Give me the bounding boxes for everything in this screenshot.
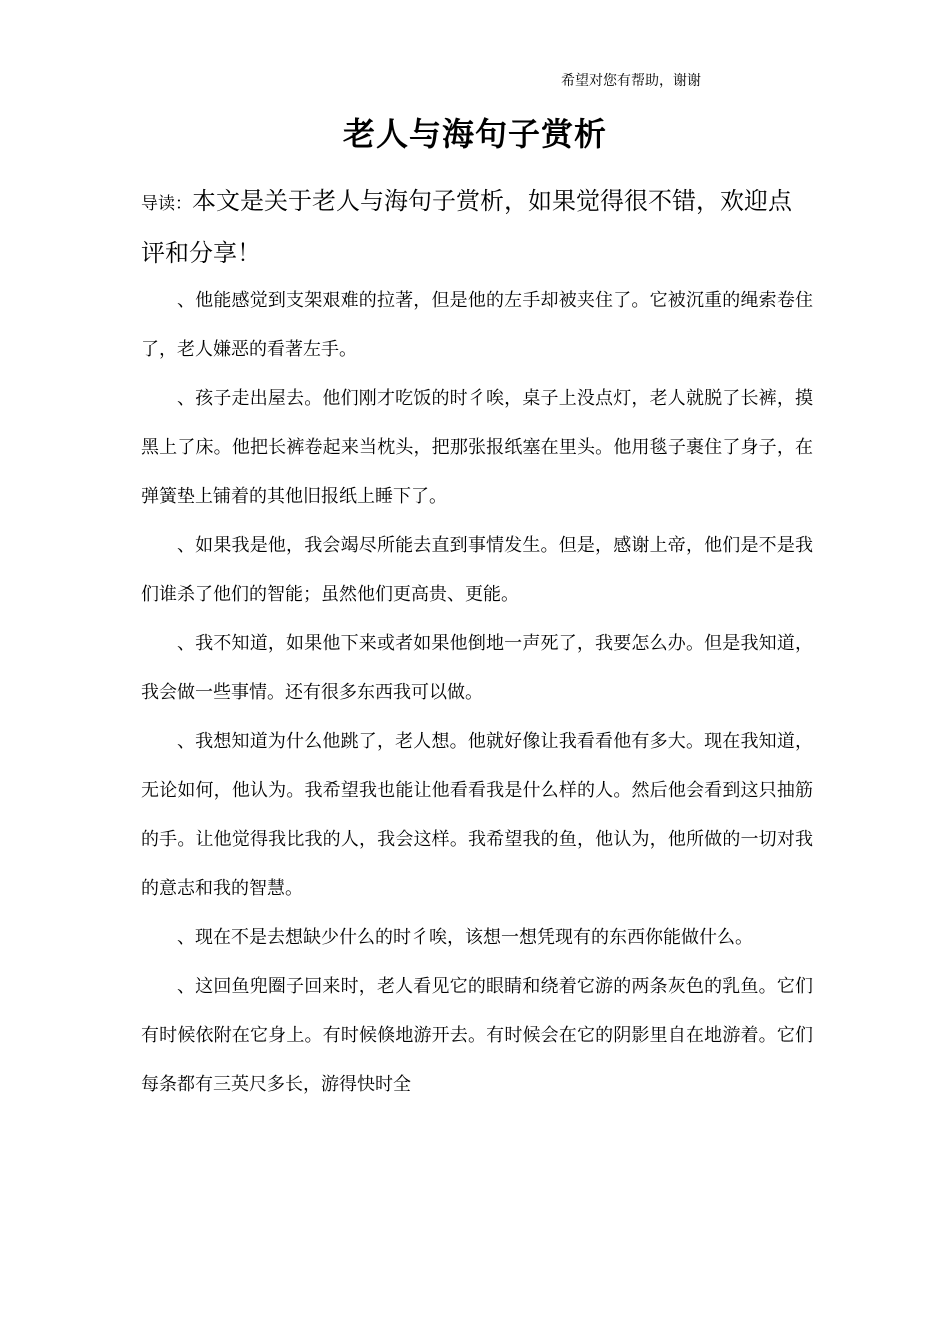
body-text xyxy=(141,276,813,1109)
document-title: 老人与海句子赏析 xyxy=(342,115,607,153)
paragraph: 、我想知道为什么他跳了，老人想。他就好像让我看看他有多大。现在我知道，无论如何，他认为。我希望我也能让他看看我是什么样的人。然后他会看到这只抽筋的手。让他觉得我比我的人，我会这样。我希望我的鱼，他认为，他所做的一切对我的意志和我的智慧。 xyxy=(141,731,813,899)
paragraph: 、这回鱼兜圈子回来时，老人看见它的眼睛和绕着它游的两条灰色的乳鱼。它们有时候依附在它身上。有时候倏地游开去。有时候会在它的阴影里自在地游着。它们每条都有三英尺多长，游得快时全 xyxy=(141,976,813,1095)
intro-text: 本文是关于老人与海句子赏析，如果觉得很不错，欢迎点评和分享！ xyxy=(141,187,792,267)
paragraph: 、现在不是去想缺少什么的时彳唉，该想一想凭现有的东西你能做什么。 xyxy=(177,927,753,948)
paragraph: 、他能感觉到支架艰难的拉著，但是他的左手却被夹住了。它被沉重的绳索卷住了，老人嫌恶的看著左手。 xyxy=(141,290,813,360)
header-note: 希望对您有帮助，谢谢 xyxy=(561,73,701,89)
paragraph: 、孩子走出屋去。他们刚才吃饭的时彳唉，桌子上没点灯，老人就脱了长裤，摸黑上了床。他把长裤卷起来当枕头，把那张报纸塞在里头。他用毯子裹住了身子，在弹簧垫上铺着的其他旧报纸上睡下了。 xyxy=(141,388,813,507)
paragraph: 、我不知道，如果他下来或者如果他倒地一声死了，我要怎么办。但是我知道，我会做一些事情。还有很多东西我可以做。 xyxy=(141,633,813,703)
intro-lead: 导读： xyxy=(141,194,192,214)
paragraph: 、如果我是他，我会竭尽所能去直到事情发生。但是，感谢上帝，他们是不是我们谁杀了他们的智能；虽然他们更高贵、更能。 xyxy=(141,535,813,605)
intro-section xyxy=(141,177,813,278)
